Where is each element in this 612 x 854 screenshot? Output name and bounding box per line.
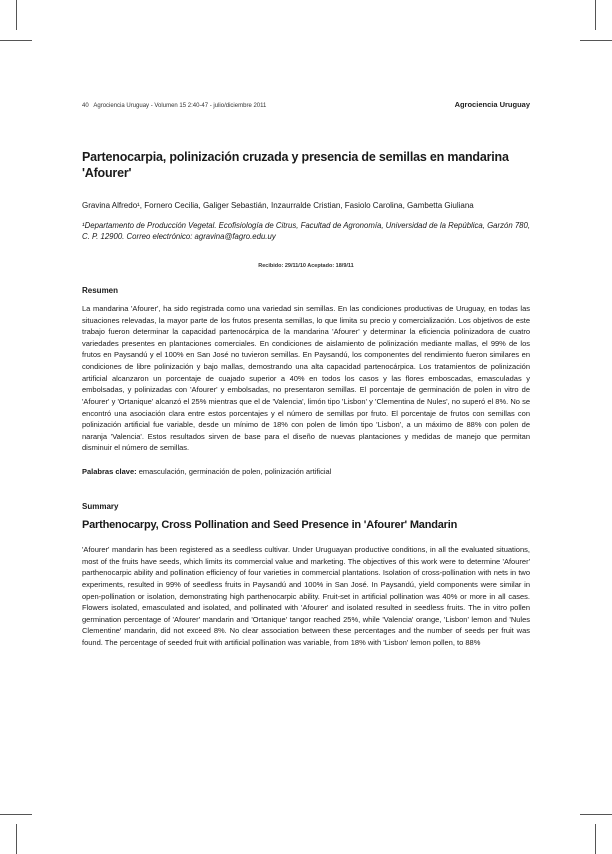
crop-mark [16,0,17,30]
running-header [82,100,530,109]
crop-mark [580,814,612,815]
resumen-heading: Resumen [82,285,119,295]
summary-text: 'Afourer' mandarin has been registered as a seedless cultivar. Under Uruguayan productive conditions, in all the evaluated situations, most of the fruits have seeds, which limits its commercial value and marketing. The objectives of this work were to determine 'Afourer' parthenocarpic ability and pollination efficiency of four varieties in commercial plantations. Isolation of cross-pollination with nets in two experiments, resulted in 99% of seedless fruits in Paysandú and 100% in San José. In Paysandú, yield components were similar in open-pollination or isolation, demonstrating high parthenocarpic ability. Fruit-set in artificial pollination was 40% or more in all cases. Flowers isolated, emasculated and isolated, and pollinated with 'Afourer' and isolated resulted in seedless fruits. The in vitro pollen germination percentage of 'Afourer' mandarin and 'Ortanique' tangor reached 25%, while 'Valencia' orange, 'Lisbon' lemon and 'Nules Clementine' mandarin, did not exceed 8%. No clear association between these percentages and the number of seeds per fruit was found. The percentage of seeded fruit with artificial pollination was variable, from 18% with 'Lisbon' lemon pollen, to 88% [82,545,530,647]
crop-mark [0,40,32,41]
keywords-label: Palabras clave: [82,467,137,476]
page-number: 40 [82,103,89,109]
keywords [82,467,530,476]
crop-mark [580,40,612,41]
paper-title: Partenocarpia, polinización cruzada y presencia de semillas en mandarina 'Afourer' [82,150,509,181]
crop-mark [16,824,17,854]
crop-mark [595,0,596,30]
summary-heading: Summary [82,502,119,511]
authors: Gravina Alfredo¹, Fornero Cecilia, Galiger Sebastián, Inzaurralde Cristian, Fasiolo Carolina, Gambetta Giuliana [82,200,474,210]
affiliation: ¹Departamento de Producción Vegetal. Ecofisiología de Citrus, Facultad de Agronomía, Universidad de la República, Garzón 780, C. P. 12900. Correo electrónico: agravina@fagro.edu.uy [82,220,530,242]
journal-brand: Agrociencia Uruguay [454,100,530,109]
crop-mark [0,814,32,815]
english-title: Parthenocarpy, Cross Pollination and Seed Presence in 'Afourer' Mandarin [82,519,458,531]
keywords-text: emasculación, germinación de polen, polinización artificial [138,467,332,476]
journal-info [82,103,266,109]
paper-page [82,100,530,649]
crop-mark [595,824,596,854]
resumen-text: La mandarina 'Afourer', ha sido registrada como una variedad sin semillas. En las condiciones productivas de Uruguay, en todas las situaciones relevadas, la mayor parte de los frutos presenta semillas, lo que limita su precio y comercialización. Los objetivos de este trabajo fueron determinar la capacidad partenocárpica de la mandarina 'Afourer' y determinar la eficiencia polinizadora de cuatro variedades presentes en plantaciones comerciales. En condiciones de aislamiento de polinización mediante mallas, el 99% de los frutos en Paysandú y el 100% en San José no tuvieron semillas. En Paysandú, los componentes del rendimiento fueron similares en condiciones de libre polinización y bajo mallas, demostrando una alta capacidad partenocárpica. Los tratamientos de polinización artificial alcanzaron un porcentaje de cuajado superior a 40% en todos los casos y las flores emboscadas, emasculadas y embolsadas, y polinizadas con 'Afourer' y embolsadas, no presentaron semillas. El porcentaje de germinación de polen in vitro de 'Afourer' y 'Ortanique' alcanzó el 25% mientras que el de 'Valencia', limón tipo 'Lisbon' y 'Clementina de Nules', no superó el 8%. No se encontró una asociación clara entre estos porcentajes y el número de semillas por fruto. El porcentaje de frutos con semillas con polinización artificial fue variable, desde un mínimo de 18% con polen de limón tipo 'Lisbon', a un máximo de 88% con polen de naranja 'Valencia'. Estos resultados sirven de base para el diseño de nuevas plantaciones y medidas de manejo que permitan disminuir el número de semillas. [82,303,530,453]
journal-citation: Agrociencia Uruguay - Volumen 15 2:40-47 - julio/diciembre 2011 [93,103,267,109]
received-dates: Recibido: 29/11/10 Aceptado: 18/9/11 [258,262,354,269]
